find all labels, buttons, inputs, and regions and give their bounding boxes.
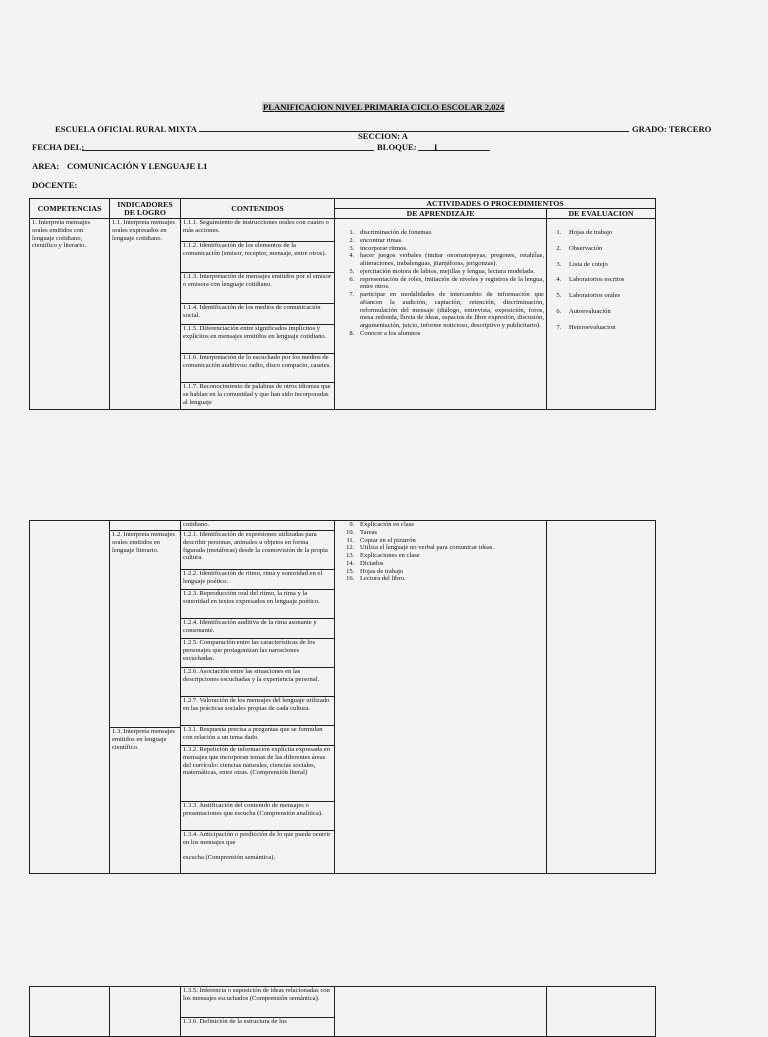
actividad-item: 6. representación de roles, imitación de niveles y registros de la lengua, entre otros. <box>356 276 544 292</box>
header-competencias: COMPETENCIAS <box>30 199 110 219</box>
contenido-item: 1.1.7. Reconocimiento de palabras de otros idiomas que se hablan en la comunidad y que han sido incorporadas al lenguaje <box>181 382 334 409</box>
indicador-spacer <box>110 521 180 531</box>
competencia-cell-empty <box>30 987 110 1037</box>
actividad-item: 10. Tareas <box>356 529 544 537</box>
section-label: SECCION: A <box>358 131 408 141</box>
actividad-item: 2. encontrar rimas. <box>356 237 544 245</box>
area-label: AREA: <box>32 161 60 171</box>
contenido-item: escucha (Comprensión semántica). <box>183 854 276 861</box>
contenido-item: 1.2.2. Identificación de ritmo, rima y sonoridad en el lenguaje poético. <box>181 569 334 589</box>
block-value: I <box>434 142 438 152</box>
contenido-item: 1.2.4. Identificación auditiva de la rima asonante y consonante. <box>181 618 334 638</box>
indicador-item: 1.2. Interpreta mensajes orales emitidos en lenguaje literario. <box>110 531 180 728</box>
contenidos-cell <box>181 521 335 874</box>
actividades-cell-empty <box>335 987 547 1037</box>
actividad-item: 16. Lectura del libro. <box>356 575 544 583</box>
contenido-item: 1.2.5. Comparación entre las características de los personajes que protagonizan las narraciones escuchadas. <box>181 638 334 667</box>
evaluacion-item: 4. Laboratorios escritos <box>563 276 653 284</box>
contenido-item: 1.3.6. Definición de la estructura de los <box>181 1017 334 1026</box>
contenido-item: 1.1.1. Seguimiento de instrucciones orales con cuatro o más acciones. <box>183 219 329 234</box>
actividades-list <box>337 229 544 338</box>
contenido-item: 1.3.2. Repetición de información explícita expresada en mensajes que incorporan temas de las diferentes áreas del currículo: ciencias naturales, ciencias sociales, matemáticas, entre otras. (Comprensión literal) <box>181 745 334 801</box>
header-aprendizaje: DE APRENDIZAJE <box>335 209 547 219</box>
contenido-item: 1.2.7. Valoración de los mensajes del lenguaje utilizado en las prácticas sociales propias de cada cultura. <box>181 696 334 725</box>
contenido-item: 1.1.6. Interpretación de lo escuchado por los medios de comunicación auditivos: radio, disco compacto, casetes. <box>181 353 334 382</box>
indicador-cell-empty <box>110 987 181 1037</box>
actividad-item: 13. Explicaciones en clase <box>356 552 544 560</box>
actividad-item: 15. Hojas de trabajo <box>356 568 544 576</box>
contenido-item: 1.1.4. Identificación de los medios de comunicación social. <box>181 303 334 324</box>
indicador-cell <box>110 521 181 874</box>
header-evaluacion: DE EVALUACION <box>547 209 656 219</box>
contenido-item: 1.1.2. Identificación de los elementos de la comunicación (emisor, receptor, mensaje, entre otros). <box>181 241 334 272</box>
teacher-label: DOCENTE: <box>32 180 78 190</box>
actividades-cell <box>335 521 547 874</box>
contenido-item: 1.3.3. Justificación del contenido de mensajes o presentaciones que escucha (Comprensión analítica). <box>181 801 334 830</box>
block-label: BLOQUE: <box>377 142 417 152</box>
evaluacion-item: 3. Lista de cotejo <box>563 261 653 269</box>
block-line <box>418 150 490 151</box>
header-indicadores: INDICADORES DE LOGRO <box>110 199 181 219</box>
evaluacion-cell-empty <box>547 521 656 874</box>
school-line <box>199 131 629 132</box>
actividad-item: 5. ejercitación motora de labios, mejillas y lengua, lectura modelada. <box>356 268 544 276</box>
indicador-item: 1.3. Interpreta mensajes emitidos en lenguaje científico. <box>112 728 175 751</box>
actividad-item: 8. Conocer a los alumnos <box>356 330 544 338</box>
contenido-item: 1.2.6. Asociación entre las situaciones en las descripciones escuchadas y la experiencia personal. <box>181 667 334 696</box>
competencia-cell-empty <box>30 521 110 874</box>
header-contenidos: CONTENIDOS <box>181 199 335 219</box>
evaluacion-item: 1. Hojas de trabajo <box>563 229 653 237</box>
actividad-item: 7. participar en modalidades de intercambio de información que afiancen la audición, captación, retención, discriminación, reformulación del mensaje (diálogo, entrevista, exposición, foros, mesa redonda, lluvia de ideas, espacios de libre expresión, discusión, argumentación, juicio, informe noticioso, descriptivo y publicitario). <box>356 291 544 330</box>
actividad-item: 9. Explicación en clase <box>356 521 544 529</box>
document-title: PLANIFICACION NIVEL PRIMARIA CICLO ESCOLAR 2,024 <box>263 102 505 112</box>
evaluacion-list <box>549 229 653 331</box>
date-line <box>82 150 374 151</box>
school-label: ESCUELA OFICIAL RURAL MIXTA <box>55 124 197 134</box>
actividad-item: 14. Dictados <box>356 560 544 568</box>
contenido-item: 1.2.3. Reproducción oral del ritmo, la rima y la sonoridad en textos expresados en lenguaje poético. <box>181 589 334 618</box>
evaluacion-item: 5. Laboratorios orales <box>563 292 653 300</box>
contenidos-cell <box>181 219 335 410</box>
contenido-item: 1.1.5. Diferenciación entre significados implícitos y explícitos en mensajes emitidos en lenguaje cotidiano. <box>181 324 334 353</box>
contenido-item: cotidiano. <box>183 521 210 528</box>
contenido-item: 1.3.1. Respuesta precisa a preguntas que se formulan con relación a un tema dado. <box>181 725 334 745</box>
planning-table-page1 <box>29 198 656 410</box>
contenidos-cell <box>181 987 335 1037</box>
contenido-item: 1.3.4. Anticipación o predicción de lo que pueda ocurrir en los mensajes que <box>181 830 334 851</box>
planning-table-page2 <box>29 520 656 874</box>
actividades-list <box>337 521 544 583</box>
actividades-cell <box>335 219 547 410</box>
indicador-cell: 1.1. Interpreta mensajes orales expresados en lenguaje cotidiano. <box>110 219 181 410</box>
actividad-item: 11. Copiar en el pizarrón <box>356 537 544 545</box>
evaluacion-item: 2. Observación <box>563 245 653 253</box>
contenido-item: 1.1.3. Interpretación de mensajes emitidos por el emisor o emisora con lenguaje cotidiano. <box>181 272 334 303</box>
grade-label: GRADO: TERCERO <box>632 124 712 134</box>
actividad-item: 1. discriminación de fonemas. <box>356 229 544 237</box>
evaluacion-item: 7. Heteroevaluacion <box>563 324 653 332</box>
area-value: COMUNICACIÓN Y LENGUAJE L1 <box>67 161 208 171</box>
contenido-item: 1.2.1. Identificación de expresiones utilizadas para describir personas, animales u objetos en forma figurada (metáforas) desde la cosmovisión de la propia cultura. <box>181 530 334 569</box>
evaluacion-item: 6. Autoevaluación <box>563 308 653 316</box>
competencia-cell: 1. Interpreta mensajes orales emitidos con lenguaje cotidiano, científico y literario. <box>30 219 110 410</box>
actividad-item: 4. hacer juegos verbales (imitar onomatopeyas, pregones, retahílas, aliteraciones, trabalenguas, jitanjáforas, jerigonzas). <box>356 252 544 268</box>
evaluacion-cell <box>547 219 656 410</box>
planning-table-page3 <box>29 986 656 1037</box>
evaluacion-cell-empty <box>547 987 656 1037</box>
actividad-item: 3. incorporar ritmos. <box>356 245 544 253</box>
contenido-item: 1.3.5. Inferencia o suposición de ideas relacionadas con los mensajes escuchados (Comprensión semántica). <box>183 987 330 1002</box>
header-actividades: ACTIVIDADES O PROCEDIMIENTOS <box>335 199 656 209</box>
date-label: FECHA DEL: <box>32 142 85 152</box>
actividad-item: 12. Utiliza el lenguaje no verbal para comunicar ideas. <box>356 544 544 552</box>
